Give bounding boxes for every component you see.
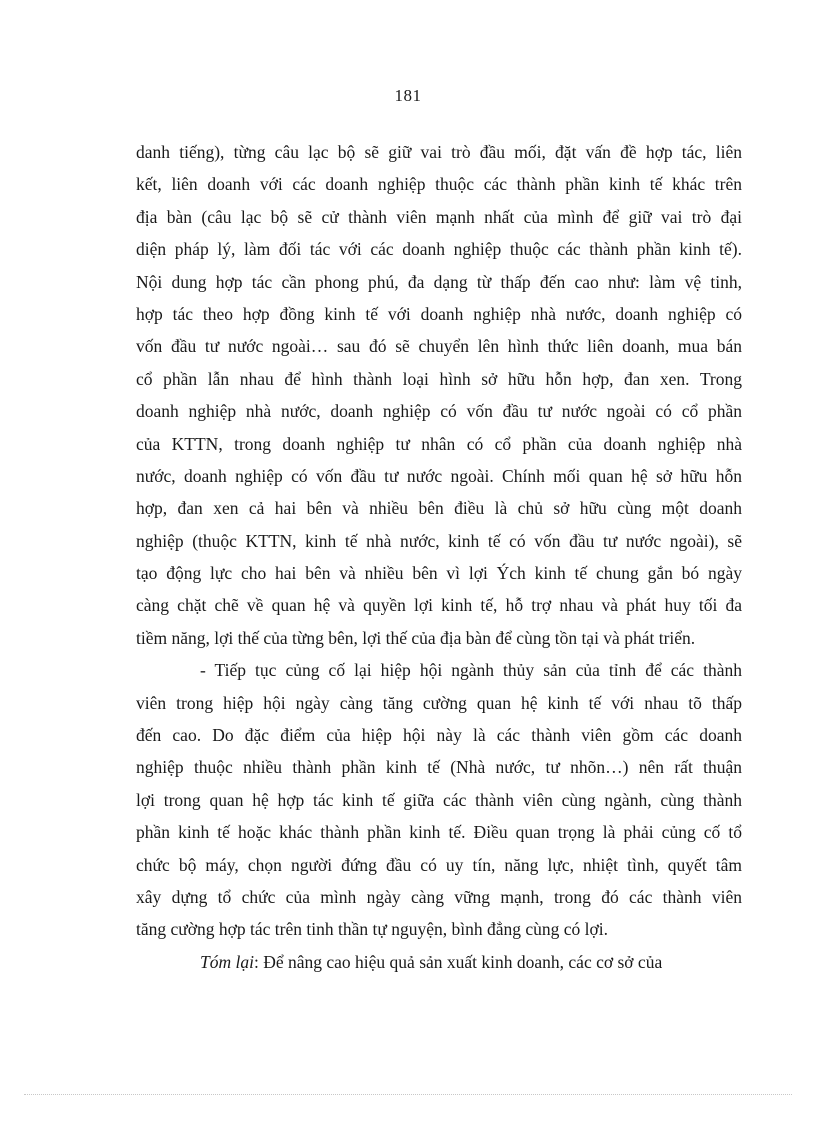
text-line: địa bàn (câu lạc bộ sẽ cử thành viên mạnh nhất của mình để giữ vai trò đại: [136, 206, 742, 227]
text-line: tiềm năng, lợi thế của từng bên, lợi thế của địa bàn để cùng tồn tại và phát triển.: [136, 627, 696, 648]
text-line: phần kinh tế hoặc khác thành phần kinh tế. Điều quan trọng là phải củng cố tổ: [136, 822, 742, 843]
bottom-dotted-divider: [24, 1094, 792, 1095]
paragraph-3: [136, 946, 742, 978]
text-line: đến cao. Do đặc điểm của hiệp hội này là các thành viên gồm các doanh: [136, 725, 742, 746]
paragraph-1: [136, 136, 742, 654]
text-line: nghiệp thuộc nhiều thành phần kinh tế (Nhà nước, tư nhõn…) nên rất thuận: [136, 757, 742, 778]
document-body: [136, 136, 742, 978]
text-line: nghiệp (thuộc KTTN, kinh tế nhà nước, kinh tế có vốn đầu tư nước ngoài), sẽ: [136, 530, 742, 551]
text-line: doanh nghiệp nhà nước, doanh nghiệp có vốn đầu tư nước ngoài có cổ phần: [136, 401, 742, 422]
summary-text: : Để nâng cao hiệu quả sản xuất kinh doanh, các cơ sở của: [253, 951, 663, 972]
text-line: vốn đầu tư nước ngoài… sau đó sẽ chuyển lên hình thức liên doanh, mua bán: [136, 336, 742, 357]
text-line: của KTTN, trong doanh nghiệp tư nhân có cổ phần của doanh nghiệp nhà: [136, 433, 742, 454]
text-line: hợp tác theo hợp đồng kinh tế với doanh nghiệp nhà nước, doanh nghiệp có: [136, 303, 742, 324]
text-line: càng chặt chẽ về quan hệ và quyền lợi kinh tế, hỗ trợ nhau và phát huy tối đa: [136, 595, 742, 616]
text-line: cổ phần lẫn nhau để hình thành loại hình sở hữu hỗn hợp, đan xen. Trong: [136, 368, 742, 389]
text-line: [136, 946, 742, 978]
text-line: chức bộ máy, chọn người đứng đầu có uy tín, năng lực, nhiệt tình, quyết tâm: [136, 854, 742, 875]
text-line: lợi trong quan hệ hợp tác kinh tế giữa các thành viên cùng ngành, cùng thành: [136, 789, 742, 810]
text-line: tăng cường hợp tác trên tinh thần tự nguyện, bình đẳng cùng có lợi.: [136, 919, 608, 940]
text-line: hợp, đan xen cả hai bên và nhiều bên điều là chủ sở hữu cùng một doanh: [136, 498, 742, 519]
text-line: xây dựng tổ chức của mình ngày càng vững mạnh, trong đó các thành viên: [136, 886, 742, 907]
summary-lead: Tóm lại: [200, 951, 254, 972]
text-line: tạo động lực cho hai bên và nhiều bên vì lợi Ých kinh tế chung gắn bó ngày: [136, 563, 742, 584]
text-line: Nội dung hợp tác cần phong phú, đa dạng từ thấp đến cao như: làm vệ tinh,: [136, 271, 742, 292]
text-line: - Tiếp tục củng cố lại hiệp hội ngành thủy sản của tỉnh để các thành: [200, 660, 742, 681]
paragraph-2: [136, 654, 742, 946]
text-line: danh tiếng), từng câu lạc bộ sẽ giữ vai trò đầu mối, đặt vấn đề hợp tác, liên: [136, 142, 742, 162]
text-line: nước, doanh nghiệp có vốn đầu tư nước ngoài. Chính mối quan hệ sở hữu hỗn: [136, 465, 742, 486]
text-line: viên trong hiệp hội ngày càng tăng cường quan hệ kinh tế với nhau tõ thấp: [136, 692, 742, 713]
page-number: 181: [394, 86, 422, 105]
text-line: diện pháp lý, làm đối tác với các doanh nghiệp thuộc các thành phần kinh tế).: [136, 239, 742, 260]
text-line: kết, liên doanh với các doanh nghiệp thuộc các thành phần kinh tế khác trên: [136, 174, 742, 195]
